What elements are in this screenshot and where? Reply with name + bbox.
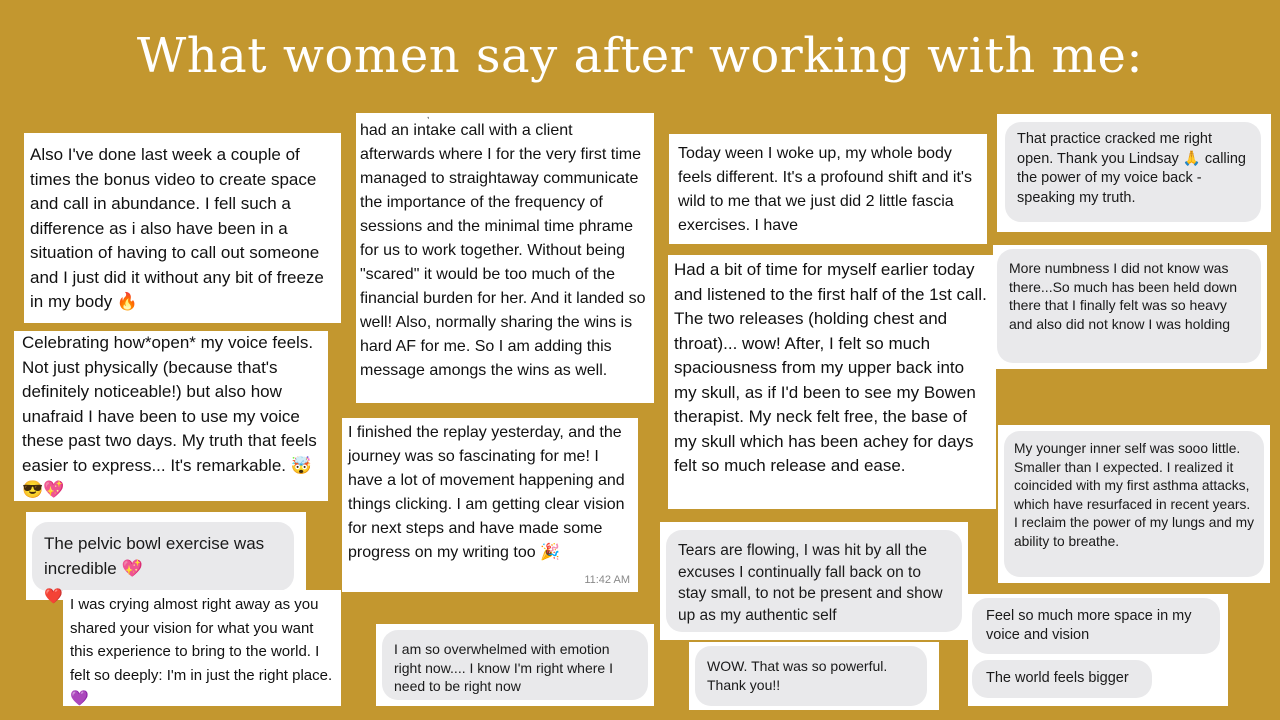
message-text: Feel so much more space in my voice and vision xyxy=(986,608,1192,643)
message-bubble xyxy=(1005,122,1261,222)
testimonial-text: Celebrating how*open* my voice feels. Not just physically (because that's definitely noticeable!) but also how unafraid I have been to use my voice these past two days. My truth that feels easier to express... It's remarkable. 🤯😎💖 xyxy=(22,333,317,499)
message-text: My younger inner self was sooo little. Smaller than I expected. I realized it coincided with my first asthma attacks, which have resurfaced in recent years. I reclaim the power of my lungs and my ability to breathe. xyxy=(1014,441,1255,549)
message-text: The world feels bigger xyxy=(986,670,1129,686)
message-bubble xyxy=(997,249,1261,363)
testimonial-wow xyxy=(689,642,939,710)
testimonial-overwhelmed xyxy=(376,624,654,706)
testimonial-replay xyxy=(342,418,638,592)
message-bubble xyxy=(1004,431,1264,577)
testimonial-crying xyxy=(63,590,341,706)
message-text: More numbness I did not know was there...So much has been held down there that I finally felt was so heavy and also did not know I was holding xyxy=(1009,260,1238,332)
message-bubble xyxy=(666,530,962,632)
testimonial-pelvic-bowl xyxy=(26,512,306,600)
page-title: What women say after working with me: xyxy=(136,28,1144,84)
testimonial-text: I finished the replay yesterday, and the journey was so fascinating for me! I have a lot of movement happening and things clicking. I am getting clear vision for next steps and have made some progress on my writing too 🎉 xyxy=(348,424,625,561)
testimonial-text: Today ween I woke up, my whole body feels different. It's a profound shift and it's wild to me that we just did 2 little fascia exercises. I have xyxy=(678,145,972,234)
message-text: Tears are flowing, I was hit by all the excuses I continually fall back on to stay small, to not be present and show up as my authentic self xyxy=(678,542,943,624)
testimonial-more-space xyxy=(968,594,1228,706)
message-text: The pelvic bowl exercise was incredible 💖 xyxy=(44,534,265,578)
message-timestamp: 11:42 AM xyxy=(584,574,630,586)
message-bubble xyxy=(32,522,294,591)
testimonial-bonus-video xyxy=(24,133,341,323)
testimonial-text: had an intake call with a client afterwards where I for the very first time managed to straightaway communicate the importance of the frequency of sessions and the minimal time phrame for us to work together. Without being "scared" it would be too much of the financial burden for her. And it landed so well! Also, normally sharing the wins is hard AF for me. So I am adding this message amongs the wins as well. xyxy=(360,122,646,379)
message-bubble xyxy=(972,598,1220,654)
message-bubble xyxy=(382,630,648,700)
testimonial-practice-cracked xyxy=(997,114,1271,232)
testimonial-text: Had a bit of time for myself earlier today and listened to the first half of the 1st call. The two releases (holding chest and throat)... wow! After, I felt so much spaciousness from my upper back into my skull, as if I'd been to see my Bowen therapist. My neck felt free, the base of my skull which has been achey for days felt so much release and ease. xyxy=(674,260,987,475)
testimonial-woke-up xyxy=(669,134,987,244)
message-text: WOW. That was so powerful. Thank you!! xyxy=(707,658,888,693)
heart-reaction: ❤️ xyxy=(44,588,63,605)
testimonial-text: I was crying almost right away as you shared your vision for what you want this experience to bring to the world. I felt so deeply: I'm in just the right place. 💜 xyxy=(70,596,333,706)
message-text: I am so overwhelmed with emotion right now.... I know I'm right where I need to be right now xyxy=(394,641,613,694)
testimonial-open-voice xyxy=(14,331,328,501)
testimonial-text: Also I've done last week a couple of times the bonus video to create space and call in abundance. I fell such a difference as i also have been in a situation of having to call out someone and I just did it without any bit of freeze in my body 🔥 xyxy=(30,145,324,311)
testimonial-numbness xyxy=(993,245,1267,369)
testimonial-tears xyxy=(660,522,968,640)
message-text: That practice cracked me right open. Thank you Lindsay 🙏 calling the power of my voice back -speaking my truth. xyxy=(1017,131,1246,206)
testimonial-cutoff-text: _ _ _ _ _ _ _ _ , _ _ _ _ _ xyxy=(360,113,472,119)
testimonial-inner-self xyxy=(998,425,1270,583)
testimonial-intake-call xyxy=(356,113,654,403)
testimonial-spaciousness xyxy=(668,255,996,509)
message-bubble xyxy=(695,646,927,706)
message-bubble xyxy=(972,660,1152,698)
